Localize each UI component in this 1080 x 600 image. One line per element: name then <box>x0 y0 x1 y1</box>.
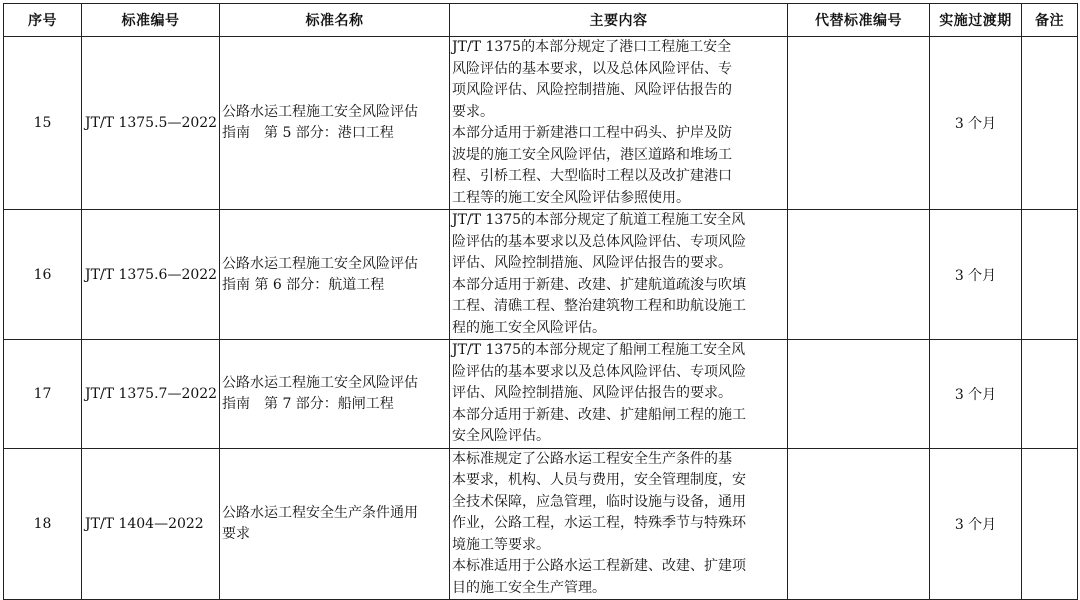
content-line: 险评估的基本要求以及总体风险评估、专项风险 <box>452 233 746 250</box>
cell-standard-name <box>220 37 450 210</box>
header-remarks: 备注 <box>1022 4 1078 37</box>
cell-main-content <box>450 448 788 600</box>
name-line: 指南 第 7 部分：船闸工程 <box>222 395 394 412</box>
cell-standard-name <box>220 340 450 449</box>
content-line: 风险评估的基本要求，以及总体风险评估、专 <box>452 60 732 77</box>
content-line: 程、引桥工程、大型临时工程以及改扩建港口 <box>452 168 732 184</box>
cell-main-content <box>450 37 788 210</box>
header-seq: 序号 <box>4 4 82 37</box>
table-row <box>4 340 1078 449</box>
content-line: 作业，公路工程，水运工程，特殊季节与特殊环 <box>452 515 746 531</box>
content-line: 评估、风险控制措施、风险评估报告的要求。 <box>452 385 732 401</box>
cell-transition-period: 3 个月 <box>930 37 1022 210</box>
cell-transition-period: 3 个月 <box>930 340 1022 449</box>
table-row <box>4 448 1078 600</box>
content-line: JT/T 1375的本部分规定了航道工程施工安全风 <box>452 212 746 228</box>
content-line: 工程等的施工安全风险评估参照使用。 <box>452 189 690 206</box>
header-main-content: 主要内容 <box>450 4 788 37</box>
cell-standard-code: JT/T 1375.5—2022 <box>82 37 220 210</box>
name-line: 公路水运工程施工安全风险评估 <box>222 255 418 272</box>
content-line: 评估、风险控制措施、风险评估报告的要求。 <box>452 255 732 271</box>
content-line: 本部分适用于新建、改建、扩建航道疏浚与吹填 <box>452 276 746 293</box>
header-standard-name: 标准名称 <box>220 4 450 37</box>
cell-standard-name <box>220 448 450 600</box>
name-line: 公路水运工程施工安全风险评估 <box>222 374 418 391</box>
cell-seq: 15 <box>4 37 82 210</box>
content-line: 工程、清礁工程、整治建筑物工程和助航设施工 <box>452 298 746 314</box>
cell-main-content <box>450 340 788 449</box>
header-transition-period: 实施过渡期 <box>930 4 1022 37</box>
content-line: 境施工等要求。 <box>452 536 550 553</box>
content-line: 要求。 <box>452 103 494 120</box>
content-line: 项风险评估、风险控制措施、风险评估报告的 <box>452 82 732 98</box>
cell-replaced-code <box>788 340 930 449</box>
header-standard-code: 标准编号 <box>82 4 220 37</box>
cell-transition-period: 3 个月 <box>930 210 1022 340</box>
name-line: 公路水运工程安全生产条件通用 <box>222 504 418 521</box>
cell-remarks <box>1022 448 1078 600</box>
content-line: 目的施工安全生产管理。 <box>452 579 606 596</box>
cell-remarks <box>1022 340 1078 449</box>
cell-seq: 17 <box>4 340 82 449</box>
table-header-row <box>4 4 1078 37</box>
content-line: 险评估的基本要求以及总体风险评估、专项风险 <box>452 363 746 380</box>
header-replaced-code: 代替标准编号 <box>788 4 930 37</box>
table-row <box>4 37 1078 210</box>
cell-remarks <box>1022 37 1078 210</box>
cell-remarks <box>1022 210 1078 340</box>
content-line: 本标准适用于公路水运工程新建、改建、扩建项 <box>452 558 746 574</box>
cell-standard-name <box>220 210 450 340</box>
standards-table <box>3 3 1078 600</box>
cell-transition-period: 3 个月 <box>930 448 1022 600</box>
name-line: 要求 <box>222 525 250 542</box>
cell-replaced-code <box>788 210 930 340</box>
cell-standard-code: JT/T 1375.7—2022 <box>82 340 220 449</box>
cell-replaced-code <box>788 448 930 600</box>
name-line: 指南 第 5 部分：港口工程 <box>222 125 394 141</box>
content-line: JT/T 1375的本部分规定了船闸工程施工安全风 <box>452 342 746 358</box>
cell-seq: 18 <box>4 448 82 600</box>
cell-seq: 16 <box>4 210 82 340</box>
content-line: 全技术保障，应急管理，临时设施与设备，通用 <box>452 493 746 510</box>
name-line: 指南 第 6 部分：航道工程 <box>222 276 385 293</box>
content-line: 本要求，机构、人员与费用，安全管理制度，安 <box>452 472 746 488</box>
content-line: 安全风险评估。 <box>452 428 550 444</box>
name-line: 公路水运工程施工安全风险评估 <box>222 104 418 120</box>
table-row <box>4 210 1078 340</box>
cell-main-content <box>450 210 788 340</box>
content-line: 本部分适用于新建港口工程中码头、护岸及防 <box>452 125 732 141</box>
content-line: JT/T 1375的本部分规定了港口工程施工安全 <box>452 39 732 55</box>
cell-standard-code: JT/T 1404—2022 <box>82 448 220 600</box>
content-line: 本标准规定了公路水运工程安全生产条件的基 <box>452 450 732 467</box>
content-line: 波堤的施工安全风险评估，港区道路和堆场工 <box>452 146 732 163</box>
content-line: 程的施工安全风险评估。 <box>452 319 606 336</box>
content-line: 本部分适用于新建、改建、扩建船闸工程的施工 <box>452 406 746 423</box>
cell-standard-code: JT/T 1375.6—2022 <box>82 210 220 340</box>
cell-replaced-code <box>788 37 930 210</box>
